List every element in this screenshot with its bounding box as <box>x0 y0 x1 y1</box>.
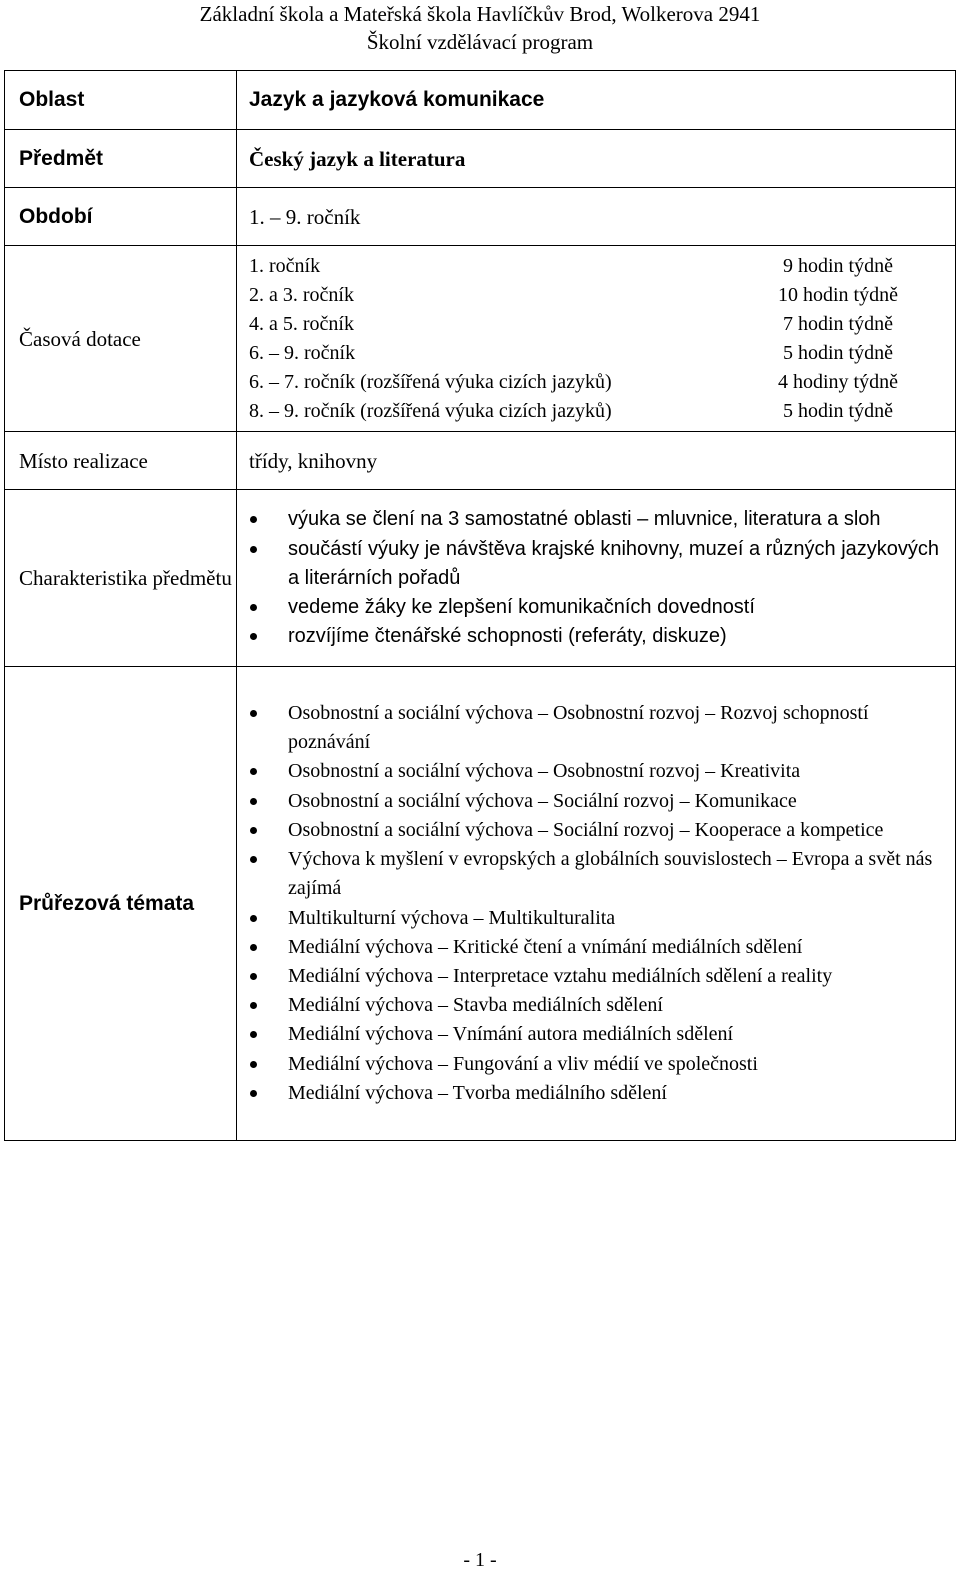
page-number: - 1 - <box>463 1549 497 1571</box>
bullet-icon <box>250 827 257 834</box>
time-allocation-row <box>249 310 943 339</box>
list-item <box>249 535 955 593</box>
list-item <box>249 816 955 845</box>
list-item <box>249 991 955 1020</box>
value-charakteristika <box>237 490 956 667</box>
list-item <box>249 593 955 622</box>
label-predmet: Předmět <box>5 130 237 188</box>
bullet-icon <box>250 798 257 805</box>
list-item-text: výuka se člení na 3 samostatné oblasti – mluvnice, literatura a sloh <box>288 508 881 531</box>
bullet-icon <box>250 633 257 640</box>
hours-value: 5 hodin týdně <box>783 341 893 364</box>
time-allocation-row <box>249 397 943 426</box>
grade-label: 6. – 9. ročník <box>249 341 356 364</box>
list-item <box>249 787 955 816</box>
list-item-text: vedeme žáky ke zlepšení komunikačních dovedností <box>288 596 755 619</box>
time-allocation-row <box>249 368 943 397</box>
label-oblast: Oblast <box>5 71 237 130</box>
value-casova-dotace <box>237 246 956 432</box>
value-predmet: Český jazyk a literatura <box>237 130 956 188</box>
grade-label: 8. – 9. ročník (rozšířená výuka cizích jazyků) <box>249 399 612 422</box>
list-item <box>249 1050 955 1079</box>
list-item <box>249 962 955 991</box>
list-item <box>249 845 955 903</box>
cross-curricular-list <box>249 699 955 1108</box>
grade-label: 6. – 7. ročník (rozšířená výuka cizích jazyků) <box>249 370 612 393</box>
list-item-text: Výchova k myšlení v evropských a globálních souvislostech – Evropa a svět nás zajímá <box>288 848 933 900</box>
list-item-text: Mediální výchova – Vnímání autora mediálních sdělení <box>288 1023 734 1046</box>
program-title: Školní vzdělávací program <box>366 30 594 54</box>
time-allocation-list <box>249 252 943 426</box>
value-prurezova <box>237 667 956 1141</box>
hours-value: 4 hodiny týdně <box>778 370 898 393</box>
row-misto <box>5 432 956 490</box>
list-item-text: Mediální výchova – Interpretace vztahu mediálních sdělení a reality <box>288 964 833 987</box>
grade-label: 2. a 3. ročník <box>249 283 354 306</box>
value-oblast: Jazyk a jazyková komunikace <box>237 71 956 130</box>
bullet-icon <box>250 1002 257 1009</box>
hours-value: 5 hodin týdně <box>783 399 893 422</box>
bullet-icon <box>250 768 257 775</box>
grade-label: 4. a 5. ročník <box>249 312 354 335</box>
list-item <box>249 1020 955 1049</box>
bullet-icon <box>250 915 257 922</box>
list-item <box>249 1079 955 1108</box>
row-prurezova <box>5 667 956 1141</box>
list-item-text: Osobnostní a sociální výchova – Sociální rozvoj – Kooperace a kompetice <box>288 818 884 841</box>
row-oblast <box>5 71 956 130</box>
value-obdobi: 1. – 9. ročník <box>237 188 956 246</box>
list-item-text: Osobnostní a sociální výchova – Osobnostní rozvoj – Kreativita <box>288 760 801 783</box>
list-item-text: Multikulturní výchova – Multikulturalita <box>288 906 616 929</box>
list-item <box>249 622 955 651</box>
bullet-icon <box>250 516 257 523</box>
bullet-icon <box>250 1090 257 1097</box>
bullet-icon <box>250 1061 257 1068</box>
bullet-icon <box>250 546 257 553</box>
hours-value: 7 hodin týdně <box>783 312 893 335</box>
school-name: Základní škola a Mateřská škola Havlíčkův Brod, Wolkerova 2941 <box>199 2 761 26</box>
list-item-text: Osobnostní a sociální výchova – Sociální rozvoj – Komunikace <box>288 789 797 812</box>
list-item-text: Mediální výchova – Kritické čtení a vnímání mediálních sdělení <box>288 935 803 958</box>
list-item <box>249 757 955 786</box>
bullet-icon <box>250 710 257 717</box>
label-misto: Místo realizace <box>5 432 237 490</box>
value-misto: třídy, knihovny <box>237 432 956 490</box>
list-item-text: Mediální výchova – Tvorba mediálního sdělení <box>288 1081 667 1104</box>
hours-value: 9 hodin týdně <box>783 254 893 277</box>
label-prurezova: Průřezová témata <box>5 667 237 1141</box>
list-item-text: Mediální výchova – Stavba mediálních sdělení <box>288 994 663 1017</box>
time-allocation-row <box>249 252 943 281</box>
label-obdobi: Období <box>5 188 237 246</box>
list-item <box>249 505 955 534</box>
list-item-text: rozvíjíme čtenářské schopnosti (referáty, diskuze) <box>288 625 727 648</box>
row-obdobi <box>5 188 956 246</box>
list-item <box>249 699 955 757</box>
hours-value: 10 hodin týdně <box>778 283 898 306</box>
row-casova-dotace <box>5 246 956 432</box>
label-charakteristika: Charakteristika předmětu <box>5 490 237 667</box>
list-item-text: Osobnostní a sociální výchova – Osobnostní rozvoj – Rozvoj schopností poznávání <box>288 702 869 754</box>
row-predmet <box>5 130 956 188</box>
bullet-icon <box>250 973 257 980</box>
label-casova-dotace: Časová dotace <box>5 246 237 432</box>
grade-label: 1. ročník <box>249 254 321 277</box>
time-allocation-row <box>249 339 943 368</box>
list-item <box>249 933 955 962</box>
bullet-icon <box>250 856 257 863</box>
characteristics-list <box>249 505 955 651</box>
bullet-icon <box>250 604 257 611</box>
list-item <box>249 904 955 933</box>
list-item-text: součástí výuky je návštěva krajské knihovny, muzeí a různých jazykových a literárních pořadů <box>288 537 940 589</box>
list-item-text: Mediální výchova – Fungování a vliv médií ve společnosti <box>288 1052 758 1075</box>
bullet-icon <box>250 1031 257 1038</box>
bullet-icon <box>250 944 257 951</box>
row-charakteristika <box>5 490 956 667</box>
time-allocation-row <box>249 281 943 310</box>
subject-table <box>4 70 956 1141</box>
